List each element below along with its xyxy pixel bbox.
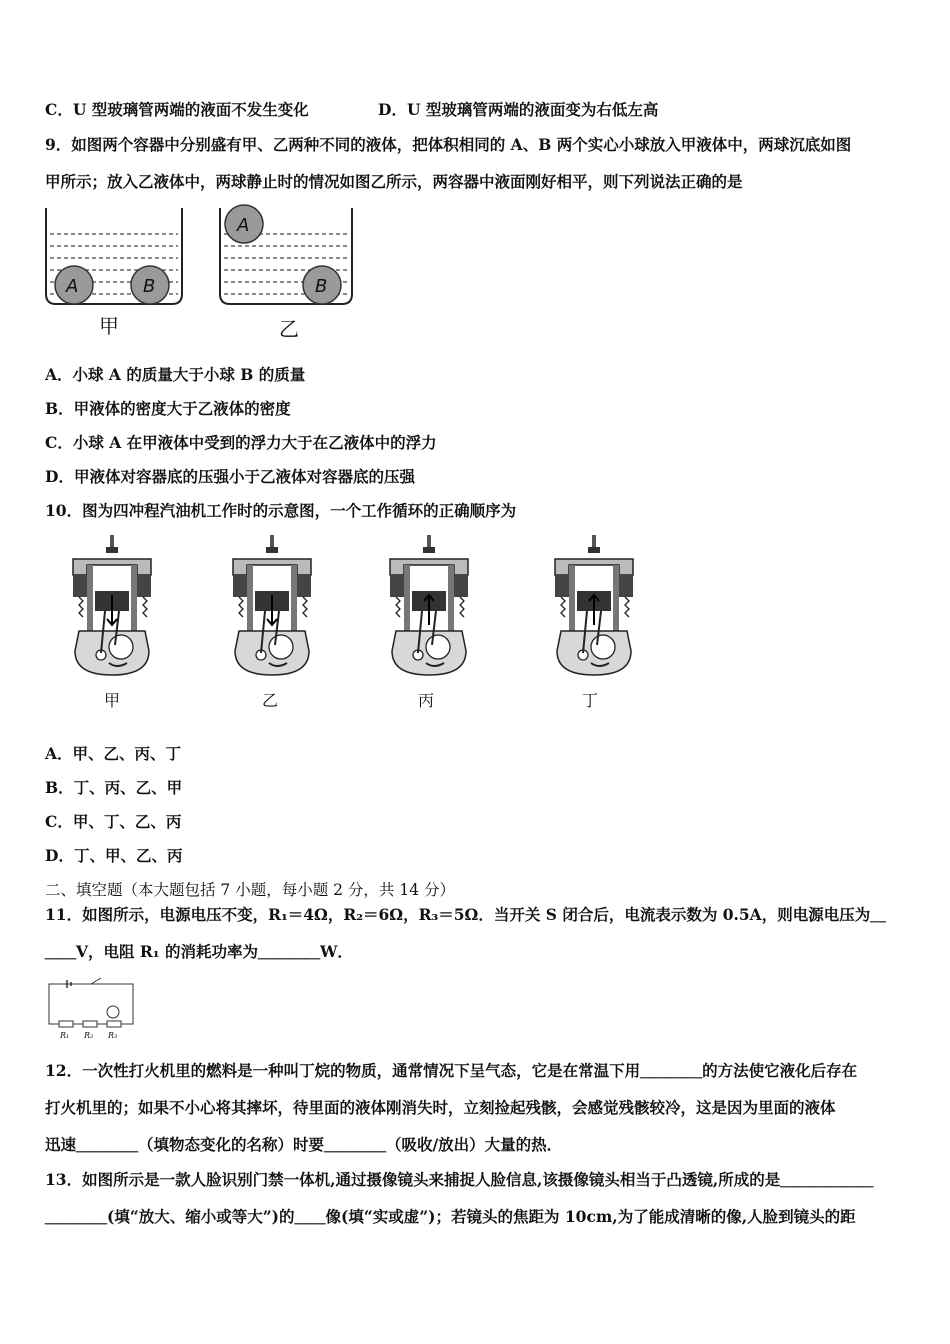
q9-stem-line1: 9．如图两个容器中分别盛有甲、乙两种不同的液体，把体积相同的 A、B 两个实心小球放入甲液体中，两球沉底如图: [45, 135, 852, 154]
q9-option-c: C．小球 A 在甲液体中受到的浮力大于在乙液体中的浮力: [45, 433, 437, 452]
q10-option-a: A．甲、乙、丙、丁: [45, 744, 182, 763]
q12-line1: 12．一次性打火机里的燃料是一种叫丁烷的物质，通常情况下呈气态，它是在常温下用＿＿＿＿的方法使它液化后存在: [45, 1061, 858, 1080]
resistor-r1: [59, 1021, 73, 1027]
engine-label-bing: 丙: [418, 691, 435, 710]
q10-stem: 10．图为四冲程汽油机工作时的示意图，一个工作循环的正确顺序为: [45, 501, 517, 520]
q10-option-b: B．丁、丙、乙、甲: [45, 778, 183, 797]
q12-line3: 迅速＿＿＿＿（填物态变化的名称）时要＿＿＿＿（吸收/放出）大量的热．: [45, 1135, 563, 1154]
r3-label: R₃: [108, 1031, 118, 1040]
ammeter-icon: [107, 1006, 119, 1018]
q8-option-c: C．U 型玻璃管两端的液面不发生变化: [45, 100, 309, 119]
q9-option-d: D．甲液体对容器底的压强小于乙液体对容器底的压强: [45, 467, 415, 486]
q13-line1: 13．如图所示是一款人脸识别门禁一体机,通过摄像镜头来捕捉人脸信息,该摄像镜头相当于凸透镜,所成的是＿＿＿＿＿＿: [45, 1170, 874, 1189]
engine-label-jia: 甲: [104, 691, 121, 710]
section2-heading: 二、填空题（本大题包括 7 小题，每小题 2 分，共 14 分）: [45, 881, 456, 899]
resistor-r2: [83, 1021, 97, 1027]
resistor-r3: [107, 1021, 121, 1027]
r2-label: R₂: [84, 1031, 94, 1040]
ball-a-label-jia: A: [66, 276, 79, 297]
q9-option-b: B．甲液体的密度大于乙液体的密度: [45, 399, 291, 418]
q11-line1: 11．如图所示，电源电压不变，R₁＝4Ω，R₂＝6Ω，R₃＝5Ω．当开关 S 闭合后，电流表示数为 0.5A，则电源电压为＿: [45, 905, 886, 924]
q11-line2: ＿＿V，电阻 R₁ 的消耗功率为＿＿＿＿W．: [45, 942, 353, 961]
q10-option-c: C．甲、丁、乙、丙: [45, 812, 182, 831]
q8-option-d: D．U 型玻璃管两端的液面变为右低左高: [378, 100, 659, 119]
q9-stem-line2: 甲所示；放入乙液体中，两球静止时的情况如图乙所示，两容器中液面刚好相平，则下列说法正确的是: [45, 172, 743, 191]
engine-label-yi: 乙: [262, 691, 279, 710]
q12-line2: 打火机里的；如果不小心将其摔坏，待里面的液体刚消失时，立刻捡起残骸，会感觉残骸较冷，这是因为里面的液体: [45, 1098, 836, 1117]
switch-icon: [91, 978, 101, 984]
engine-label-ding: 丁: [582, 691, 599, 710]
r1-label: R₁: [60, 1031, 70, 1040]
fig-jia-label: 甲: [99, 314, 119, 338]
q10-engines-figure: [60, 535, 660, 685]
q9-containers-figure: [40, 198, 370, 338]
ball-b-label-jia: B: [143, 276, 156, 297]
q13-line2: ＿＿＿＿(填“放大、缩小或等大”)的＿＿像(填“实或虚”)；若镜头的焦距为 10cm,为了能成清晰的像,人脸到镜头的距: [45, 1207, 856, 1226]
fig-yi-label: 乙: [279, 317, 299, 341]
ball-a-label-yi: A: [237, 215, 250, 236]
q10-option-d: D．丁、甲、乙、丙: [45, 846, 183, 865]
q9-option-a: A．小球 A 的质量大于小球 B 的质量: [45, 365, 306, 384]
ball-b-label-yi: B: [315, 276, 328, 297]
